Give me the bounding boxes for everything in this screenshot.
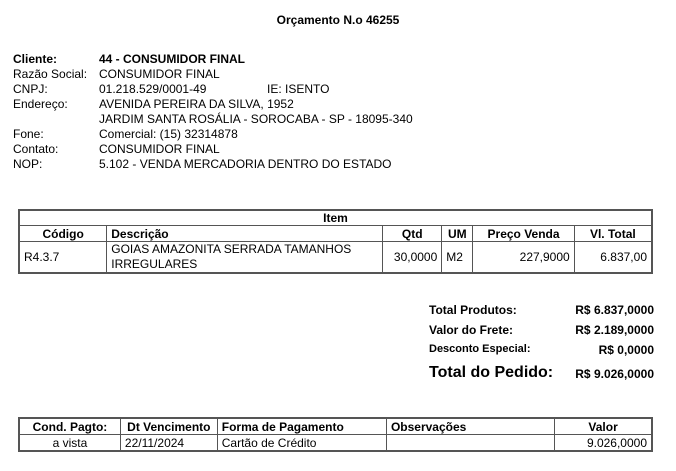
col-preco: Preço Venda <box>473 226 574 242</box>
total-pedido-row <box>429 363 654 387</box>
razao-value: CONSUMIDOR FINAL <box>99 67 220 81</box>
desconto-row <box>429 343 654 363</box>
col-qtd: Qtd <box>383 226 442 242</box>
col-valor: Valor <box>555 418 652 435</box>
cell-vencimento: 22/11/2024 <box>120 435 217 452</box>
table-row <box>19 435 652 452</box>
items-column-headers <box>19 226 652 242</box>
frete-label: Valor do Frete: <box>429 323 514 337</box>
payment-column-headers <box>19 418 652 435</box>
cell-cond: a vista <box>19 435 120 452</box>
endereco-line2: JARDIM SANTA ROSÁLIA - SOROCABA - SP - 18095-340 <box>99 112 413 126</box>
col-um: UM <box>442 226 473 242</box>
col-total: Vl. Total <box>574 226 652 242</box>
desconto-label: Desconto Especial: <box>429 343 531 355</box>
fone-label: Fone: <box>13 127 44 141</box>
desconto-value: R$ 0,0000 <box>598 343 654 357</box>
cell-obs <box>386 435 554 452</box>
contato-value: CONSUMIDOR FINAL <box>99 142 220 156</box>
fone-value: Comercial: (15) 32314878 <box>99 127 238 141</box>
document-title: Orçamento N.o 46255 <box>276 13 400 27</box>
col-observacoes: Observações <box>386 418 554 435</box>
cell-forma: Cartão de Crédito <box>217 435 386 452</box>
endereco-line1: AVENIDA PEREIRA DA SILVA, 1952 <box>99 97 294 111</box>
total-produtos-label: Total Produtos: <box>429 303 517 317</box>
cliente-label: Cliente: <box>13 52 58 66</box>
cell-total: 6.837,00 <box>574 242 652 274</box>
cliente-value: 44 - CONSUMIDOR FINAL <box>99 52 246 66</box>
cell-valor: 9.026,0000 <box>555 435 652 452</box>
total-produtos-value: R$ 6.837,0000 <box>575 303 654 317</box>
col-cond-pagto: Cond. Pagto: <box>19 418 120 435</box>
cell-preco: 227,9000 <box>473 242 574 274</box>
frete-row <box>429 323 654 343</box>
total-produtos-row <box>429 303 654 323</box>
cell-descricao: GOIAS AMAZONITA SERRADA TAMANHOS IRREGULARES <box>107 242 383 274</box>
table-row <box>19 242 652 274</box>
cell-codigo: R4.3.7 <box>19 242 107 274</box>
nop-value: 5.102 - VENDA MERCADORIA DENTRO DO ESTADO <box>99 157 392 171</box>
endereco-label: Endereço: <box>13 97 68 111</box>
razao-label: Razão Social: <box>13 67 88 81</box>
payment-table <box>18 417 653 452</box>
col-codigo: Código <box>19 226 107 242</box>
col-descricao: Descrição <box>107 226 383 242</box>
items-table <box>18 209 653 274</box>
contato-label: Contato: <box>13 142 59 156</box>
items-section-header <box>19 210 652 226</box>
nop-label: NOP: <box>13 157 43 171</box>
totals-block <box>429 303 654 387</box>
total-pedido-value: R$ 9.026,0000 <box>575 367 654 381</box>
frete-value: R$ 2.189,0000 <box>575 323 654 337</box>
cell-qtd: 30,0000 <box>383 242 442 274</box>
col-vencimento: Dt Vencimento <box>120 418 217 435</box>
cell-um: M2 <box>442 242 473 274</box>
cnpj-value: 01.218.529/0001-49 <box>99 82 207 96</box>
total-pedido-label: Total do Pedido: <box>429 364 554 381</box>
items-section-title: Item <box>19 210 652 226</box>
cnpj-label: CNPJ: <box>13 82 48 96</box>
ie-value: IE: ISENTO <box>267 82 330 96</box>
col-forma-pagamento: Forma de Pagamento <box>217 418 386 435</box>
